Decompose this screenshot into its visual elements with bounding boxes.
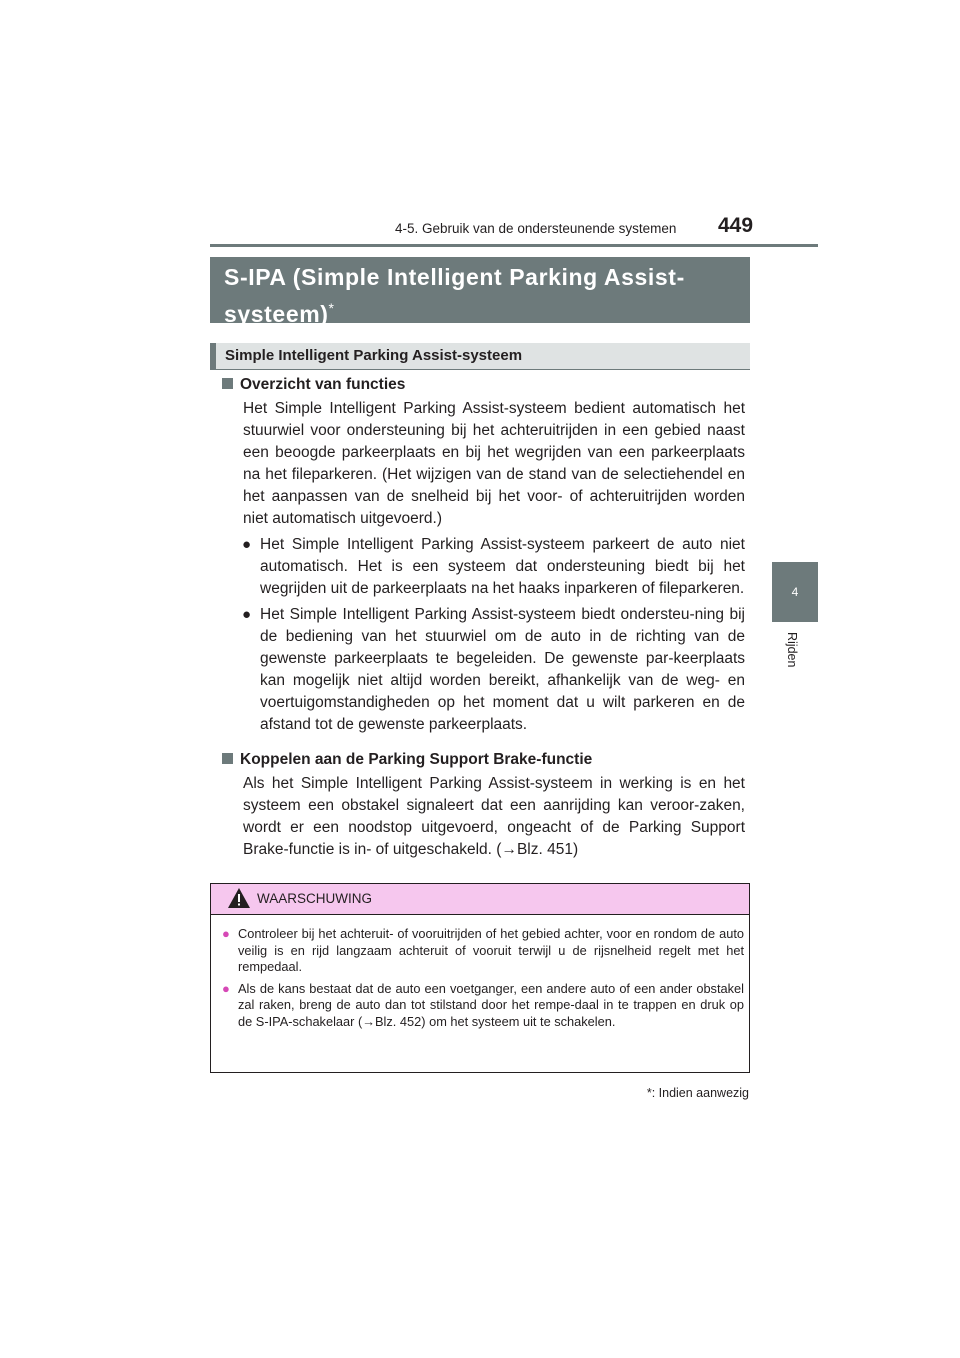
bullet-dot-icon: ● xyxy=(242,536,252,553)
page-number: 449 xyxy=(718,214,754,237)
chapter-label: Rijden xyxy=(785,632,799,668)
chapter-number: 4 xyxy=(791,585,799,599)
list-item: ● Het Simple Intelligent Parking Assist-systeem biedt ondersteu-ning bij de bediening van het stuurwiel om de auto in de richting van de gewenste parkeerplaats te begeleiden. De gewenste par-keerplaats kan mogelijk niet altijd worden bereikt, afhankelijk van de weg- en voertuigomstandigheden op het moment dat u wilt parkeren en de afstand tot de gewenste parkeerplaats. xyxy=(242,606,745,733)
bullet-dot-icon: ● xyxy=(222,926,230,941)
warning-body xyxy=(222,926,744,1035)
bullet-dot-icon: ● xyxy=(222,980,230,996)
brake-link-paragraph: Als het Simple Intelligent Parking Assist-systeem in werking is en het systeem een obstakel signaleert dat een aanrijding kan veroor-zaken, wordt er een noodstop uitgevoerd, ongeacht of de Parking Support Brake-functie is in- of uitgeschakeld. (→Blz. 451) xyxy=(243,775,745,858)
page-title xyxy=(210,257,750,327)
chapter-tab xyxy=(772,562,818,622)
running-header: 4-5. Gebruik van de ondersteunende systemen xyxy=(395,221,677,236)
warning-item: ● Als de kans bestaat dat de auto een voetganger, een andere auto of een ander obstakel zal raken, breng de auto dan tot stilstand door het rempe-daal in te trappen en druk op de S-IPA-schakelaar (→Blz. 452) om het systeem uit te schakelen. xyxy=(222,980,744,1029)
square-bullet-icon xyxy=(222,753,233,764)
overview-paragraph: Het Simple Intelligent Parking Assist-systeem bedient automatisch het stuurwiel voor ondersteuning bij het achteruitrijden in een gebied naast een beoogde parkeerplaats en bij het wegrijden van een parkeerplaats na het fileparkeren. (Het wijzigen van de stand van de selectiehendel en het aanpassen van de snelheid bij het voor- of achteruitrijden worden niet automatisch uitgevoerd.) xyxy=(243,400,745,527)
warning-label: WAARSCHUWING xyxy=(257,891,372,906)
footnote: *: Indien aanwezig xyxy=(646,1086,749,1100)
section-heading-brake-link: Koppelen aan de Parking Support Brake-functie xyxy=(222,749,745,773)
warning-box xyxy=(210,883,750,1073)
warning-triangle-icon xyxy=(227,887,251,909)
bullet-dot-icon: ● xyxy=(242,606,252,623)
header-divider xyxy=(210,244,818,247)
warning-item: ● Controleer bij het achteruit- of vooruitrijden of het gebied achter, voor en rondom de auto veilig is en rijd langzaam achteruit of vooruit terwijl u de rijsnelheid regelt met het rempedaal. xyxy=(222,926,744,974)
section-heading-overview: Overzicht van functies xyxy=(222,374,745,398)
section-subheading: Simple Intelligent Parking Assist-systeem xyxy=(210,343,750,370)
page-title-text: S-IPA (Simple Intelligent Parking Assist-systeem) xyxy=(224,264,685,327)
square-bullet-icon xyxy=(222,378,233,389)
warning-header xyxy=(211,884,749,915)
list-item: ● Het Simple Intelligent Parking Assist-systeem parkeert de auto niet automatisch. Het is een systeem dat ondersteuning biedt bij het wegrijden uit de parkeerplaats na het haaks inparkeren of fileparkeren. xyxy=(242,536,745,597)
main-content xyxy=(222,374,745,865)
footnote-marker: * xyxy=(328,300,335,316)
